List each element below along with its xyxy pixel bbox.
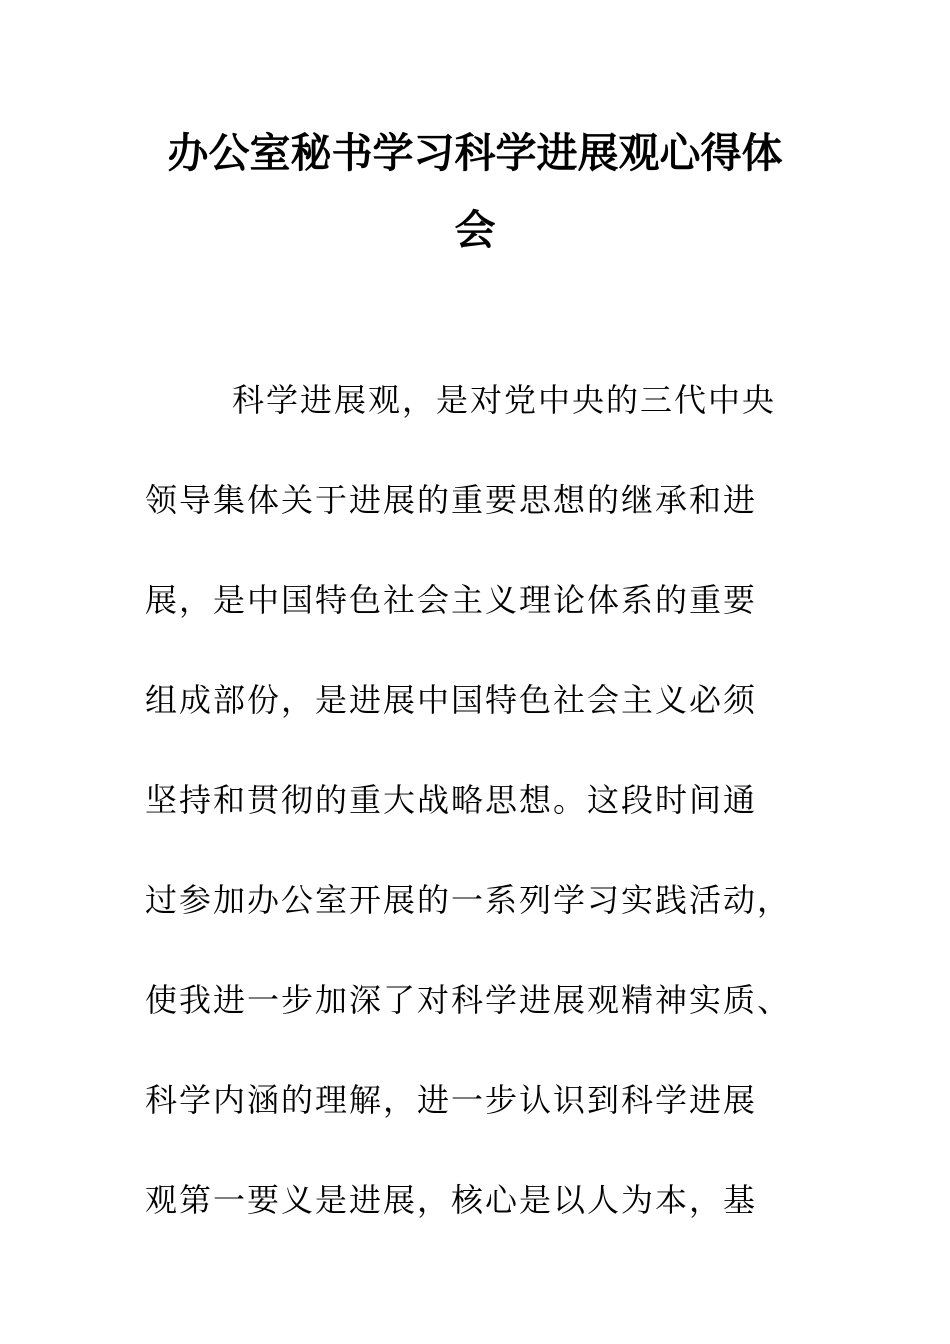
paragraph-line-6: 过参加办公室开展的一系列学习实践活动， [145, 881, 792, 919]
paragraph-line-1: 科学进展观，是对党中央的三代中央 [232, 381, 777, 419]
paragraph-line-5: 坚持和贯彻的重大战略思想。这段时间通 [145, 781, 758, 819]
paragraph-line-8: 科学内涵的理解，进一步认识到科学进展 [145, 1081, 758, 1119]
paragraph-line-2: 领导集体关于进展的重要思想的继承和进 [145, 481, 758, 519]
paragraph-line-3: 展，是中国特色社会主义理论体系的重要 [145, 581, 758, 619]
paragraph-line-4: 组成部份，是进展中国特色社会主义必须 [145, 681, 758, 719]
paragraph-line-9: 观第一要义是进展，核心是以人为本，基 [145, 1181, 758, 1219]
paragraph-line-7: 使我进一步加深了对科学进展观精神实质、 [145, 981, 792, 1019]
document-title-line-1: 办公室秘书学习科学进展观心得体 [167, 129, 783, 177]
document-title-line-2: 会 [454, 206, 496, 254]
